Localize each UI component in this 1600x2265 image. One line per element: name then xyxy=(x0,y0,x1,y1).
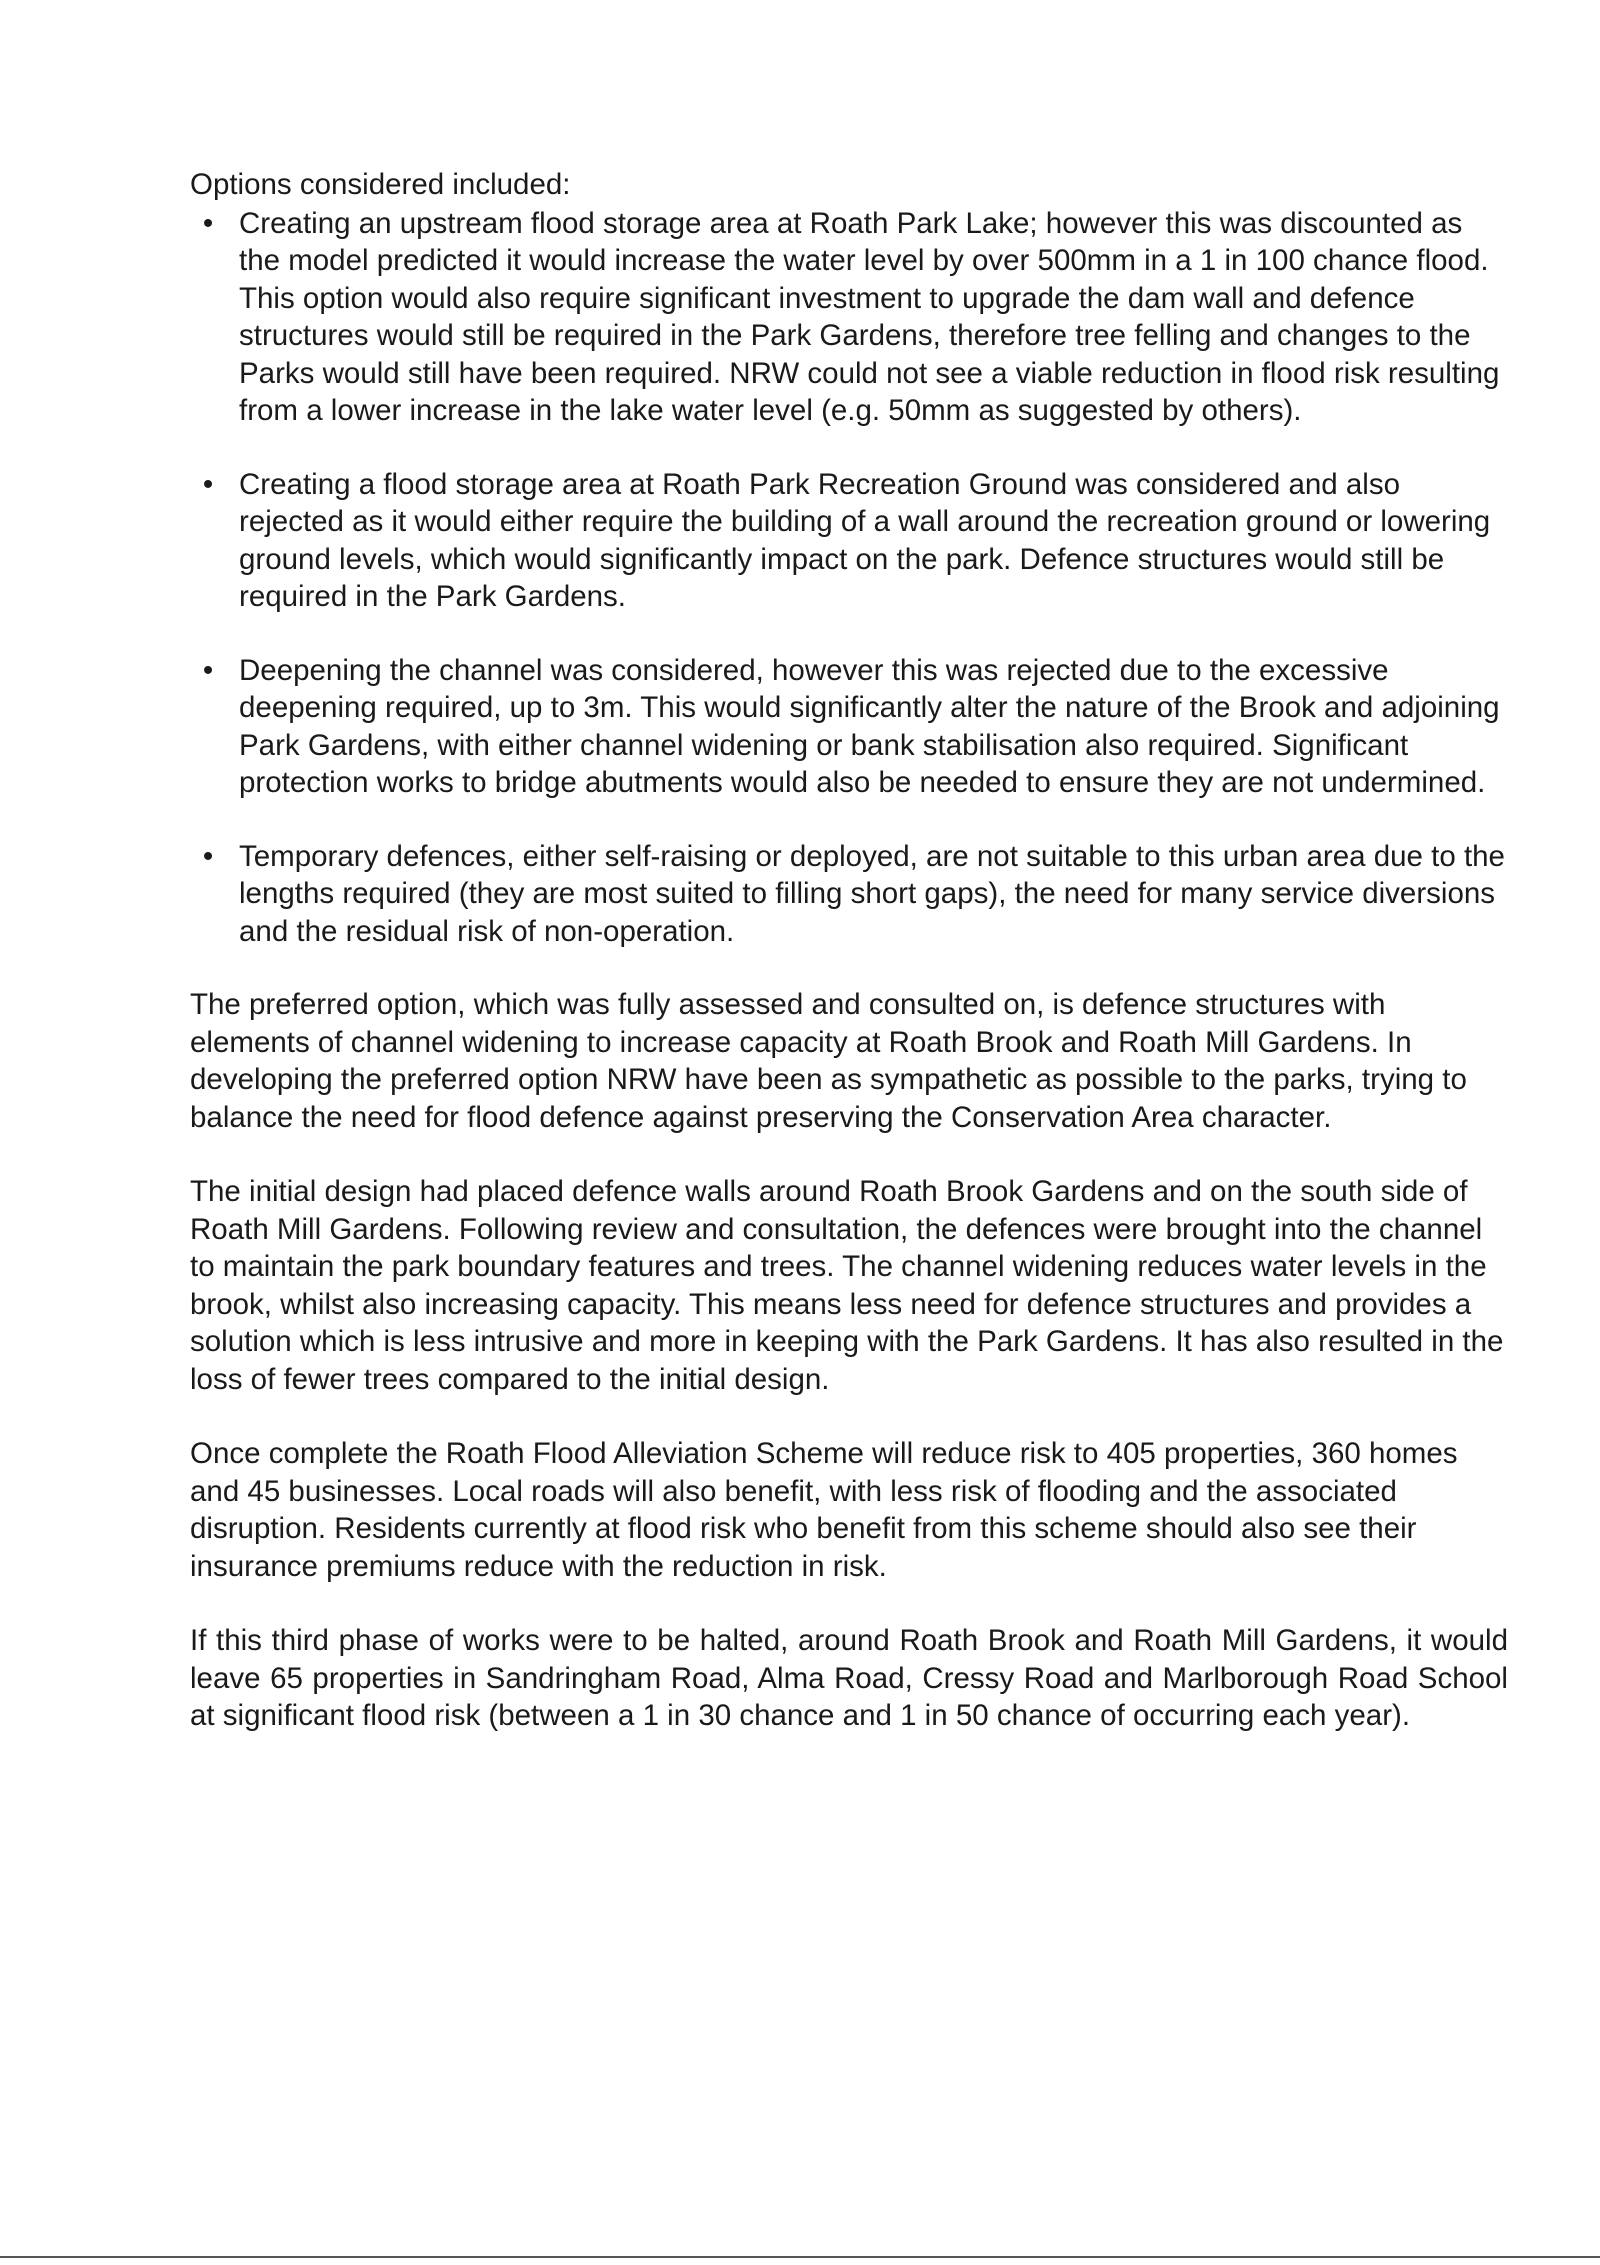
option-item-temporary-defences xyxy=(190,838,1508,951)
option-text: Creating a flood storage area at Roath Park Recreation Ground was considered and also rejected as it would either require the building of a wall around the recreation ground or lowering ground levels, which would significantly impact on the park. Defence structures would still be required in the Park Gardens. xyxy=(239,467,1491,613)
works-halted-paragraph: If this third phase of works were to be halted, around Roath Brook and Roath Mill Gardens, it would leave 65 properties in Sandringham Road, Alma Road, Cressy Road and Marlborough Road School at significant flood risk (between a 1 in 30 chance and 1 in 50 chance of occurring each year). xyxy=(190,1624,1508,1732)
option-item-flood-storage-lake xyxy=(190,205,1508,430)
bullet-icon: • xyxy=(202,467,214,501)
initial-design-paragraph: The initial design had placed defence walls around Roath Brook Gardens and on the south side of Roath Mill Gardens. Following review and consultation, the defences were brought into the channel to maintain the park boundary features and trees. The channel widening reduces water levels in the brook, whilst also increasing capacity. This means less need for defence structures and provides a solution which is less intrusive and more in keeping with the Park Gardens. It has also resulted in the loss of fewer trees compared to the initial design. xyxy=(190,1175,1504,1396)
scheme-benefits-paragraph: Once complete the Roath Flood Alleviation Scheme will reduce risk to 405 properties, 360 homes and 45 businesses. Local roads will also benefit, with less risk of flooding and the associated disruption. Residents currently at flood risk who benefit from this scheme should also see their insurance premiums reduce with the reduction in risk. xyxy=(190,1437,1458,1583)
preferred-option-paragraph: The preferred option, which was fully assessed and consulted on, is defence structures with elements of channel widening to increase capacity at Roath Brook and Roath Mill Gardens. In developing the preferred option NRW have been as sympathetic as possible to the parks, trying to balance the need for flood defence against preserving the Conservation Area character. xyxy=(190,988,1467,1134)
option-text: Deepening the channel was considered, however this was rejected due to the excessive deepening required, up to 3m. This would significantly alter the nature of the Brook and adjoining Park Gardens, with either channel widening or bank stabilisation also required. Significant protection works to bridge abutments would also be needed to ensure they are not undermined. xyxy=(239,653,1500,799)
document-page xyxy=(190,166,1508,1772)
options-list xyxy=(190,205,1508,951)
option-text: Creating an upstream flood storage area at Roath Park Lake; however this was discounted as the model predicted it would increase the water level by over 500mm in a 1 in 100 chance flood. This option would also require significant investment to upgrade the dam wall and defence structures would still be required in the Park Gardens, therefore tree felling and changes to the Parks would still have been required. NRW could not see a viable reduction in flood risk resulting from a lower increase in the lake water level (e.g. 50mm as suggested by others). xyxy=(239,206,1500,427)
option-text: Temporary defences, either self-raising or deployed, are not suitable to this urban area due to the lengths required (they are most suited to filling short gaps), the need for many service diversions and the residual risk of non-operation. xyxy=(239,839,1505,948)
bullet-icon: • xyxy=(202,206,214,240)
option-item-deepening-channel xyxy=(190,652,1508,802)
bullet-icon: • xyxy=(202,839,214,873)
option-item-recreation-ground xyxy=(190,466,1508,616)
page-bottom-rule xyxy=(0,2256,1600,2258)
bullet-icon: • xyxy=(202,653,214,687)
options-intro: Options considered included: xyxy=(190,168,571,201)
